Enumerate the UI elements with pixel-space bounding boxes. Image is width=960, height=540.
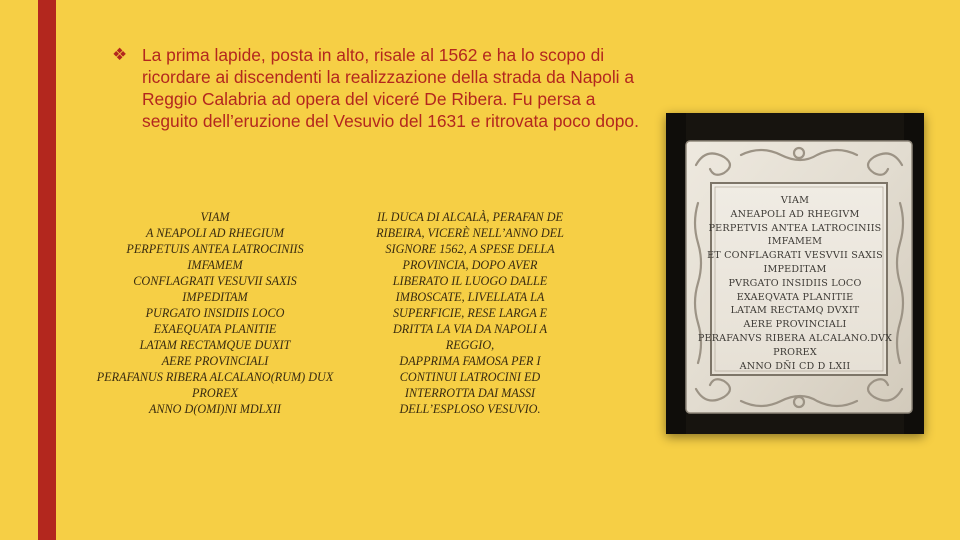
plaque-photo	[666, 113, 924, 434]
italian-translation	[355, 209, 585, 417]
italian-line: IL DUCA DI ALCALÀ, PERAFAN DE	[377, 210, 563, 224]
latin-line: IMPEDITAM	[182, 290, 248, 304]
plaque-line: PERPETVIS ANTEA LATROCINIIS	[708, 222, 882, 234]
plaque-line: LATAM RECTAMQ DVXIT	[730, 305, 860, 317]
latin-line: ANNO D(OMI)NI MDLXII	[148, 402, 281, 416]
bullet-text: La prima lapide, posta in alto, risale al 1562 e ha lo scopo di ricordare ai discendenti la realizzazione della strada da Napoli a Reggio Calabria ad opera del viceré De Ribera. Fu persa a seguito dell’eruzione del Vesuvio del 1631 e ritrovata poco dopo.	[142, 45, 639, 131]
latin-line: A NEAPOLI AD RHEGIUM	[146, 226, 284, 240]
italian-line: DRITTA LA VIA DA NAPOLI A	[392, 322, 548, 336]
plaque-line: IMFAMEM	[767, 236, 823, 248]
plaque-line: ANNO DÑI CD D LXII	[739, 360, 851, 372]
latin-line: PURGATO INSIDIIS LOCO	[145, 306, 285, 320]
plaque-line: PROREX	[773, 346, 817, 358]
latin-line: IMFAMEM	[187, 258, 243, 272]
italian-line: PROVINCIA, DOPO AVER	[402, 258, 538, 272]
plaque-line: ANEAPOLI AD RHEGIVM	[730, 208, 860, 220]
plaque-line: AERE PROVINCIALI	[743, 319, 847, 331]
italian-line: SUPERFICIE, RESE LARGA E	[392, 306, 548, 320]
italian-line: SIGNORE 1562, A SPESE DELLA	[385, 242, 555, 256]
italian-line: RIBEIRA, VICERÈ NELL’ANNO DEL	[376, 226, 564, 240]
plaque-line: VIAM	[780, 195, 810, 206]
plaque-line: PVRGATO INSIDIIS LOCO	[728, 277, 862, 289]
plaque-line: IMPEDITAM	[763, 263, 827, 275]
latin-inscription	[70, 209, 360, 417]
diamond-bullet-icon: ❖	[112, 45, 128, 65]
italian-line: INTERROTTA DAI MASSI	[404, 386, 536, 400]
latin-line: LATAM RECTAMQUE DUXIT	[139, 338, 291, 352]
italian-line: CONTINUI LATROCINI ED	[399, 370, 541, 384]
plaque-line: ET CONFLAGRATI VESVVII SAXIS	[707, 250, 883, 262]
italian-line: IMBOSCATE, LIVELLATA LA	[395, 290, 545, 304]
latin-line: PERPETUIS ANTEA LATROCINIIS	[126, 242, 304, 256]
plaque-line: EXAEQVATA PLANITIE	[736, 291, 854, 303]
plaque-line: PERAFANVS RIBERA ALCALANO.DVX	[697, 332, 893, 344]
latin-line: AERE PROVINCIALI	[161, 354, 269, 368]
bullet-paragraph	[112, 44, 642, 132]
italian-line: LIBERATO IL LUOGO DALLE	[392, 274, 548, 288]
left-accent-bar	[38, 0, 56, 540]
latin-line: PROREX	[191, 386, 239, 400]
italian-line: REGGIO,	[445, 338, 495, 352]
italian-line: DAPPRIMA FAMOSA PER I	[399, 354, 541, 368]
latin-line: CONFLAGRATI VESUVII SAXIS	[133, 274, 297, 288]
plaque-inscription	[666, 194, 924, 373]
latin-line: PERAFANUS RIBERA ALCALANO(RUM) DUX	[96, 370, 334, 384]
latin-line: EXAEQUATA PLANITIE	[153, 322, 277, 336]
latin-line: VIAM	[200, 210, 230, 224]
italian-line: DELL’ESPLOSO VESUVIO.	[399, 402, 541, 416]
